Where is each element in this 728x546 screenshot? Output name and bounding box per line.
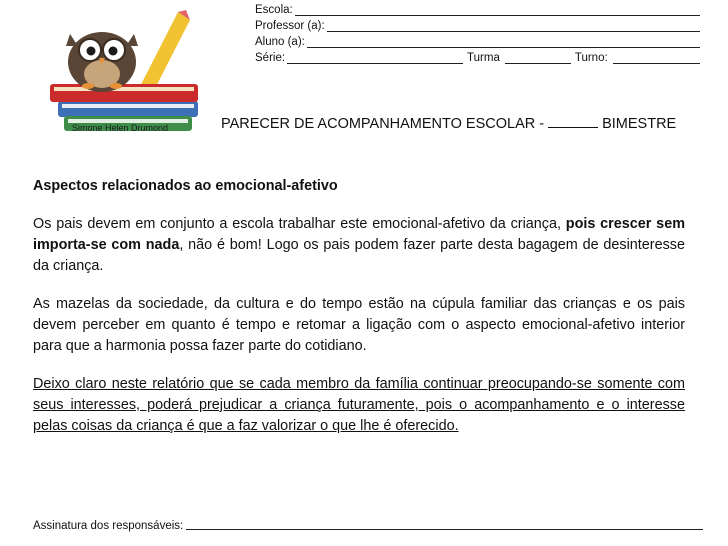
paragraph-1-end: , não é bom! Logo os pais podem fazer parte desta bagagem de desinteresse da criança.: [33, 237, 685, 274]
signature-label: Assinatura dos responsáveis:: [33, 520, 184, 532]
class-line[interactable]: [505, 52, 571, 64]
shift-line[interactable]: [613, 52, 700, 64]
header-fields: [255, 2, 700, 66]
grade-field[interactable]: [255, 50, 700, 66]
owl-icon: [66, 32, 138, 92]
bimester-blank[interactable]: [548, 115, 598, 128]
grade-label: Série:: [255, 52, 286, 64]
student-line[interactable]: [307, 36, 700, 48]
illustration-caption: Simone Helen Drumond: [72, 123, 169, 133]
teacher-line[interactable]: [327, 20, 700, 32]
shift-label: Turno:: [574, 52, 608, 64]
school-label: Escola:: [255, 4, 293, 16]
student-field[interactable]: [255, 34, 700, 50]
teacher-field[interactable]: [255, 18, 700, 34]
paragraph-1-bold: pois crescer sem importa-se com nada: [33, 216, 685, 253]
section-title: Aspectos relacionados ao emocional-afetivo: [33, 178, 338, 194]
paragraph-3: Deixo claro neste relatório que se cada membro da família continuar preocupando-se somente com seus interesses, poderá prejudicar a criança futuramente, pois o acompanhamento e o interesse pelas coisas da criança é que a faz valorizar o que lhe é oferecido.: [33, 376, 685, 434]
paragraph-1: [33, 214, 685, 277]
class-label: Turma: [467, 52, 500, 64]
teacher-label: Professor (a):: [255, 20, 325, 32]
report-title: [221, 115, 676, 132]
report-title-suffix: BIMESTRE: [602, 116, 677, 132]
grade-line[interactable]: [287, 52, 463, 64]
school-field[interactable]: [255, 2, 700, 18]
report-body: [33, 176, 685, 454]
report-title-prefix: PARECER DE ACOMPANHAMENTO ESCOLAR -: [221, 116, 545, 132]
signature-field[interactable]: [33, 518, 703, 532]
student-label: Aluno (a):: [255, 36, 305, 48]
school-line[interactable]: [295, 4, 700, 16]
paragraph-1-start: Os pais devem em conjunto a escola trabalhar este emocional-afetivo da criança,: [33, 216, 566, 232]
paragraph-2: As mazelas da sociedade, da cultura e do tempo estão na cúpula familiar das crianças e os pais devem perceber em quanto é tempo e retomar a ligação com o aspecto emocional-afetivo interior para que a harmonia possa fazer parte do cotidiano.: [33, 296, 685, 354]
signature-line[interactable]: [186, 518, 703, 530]
